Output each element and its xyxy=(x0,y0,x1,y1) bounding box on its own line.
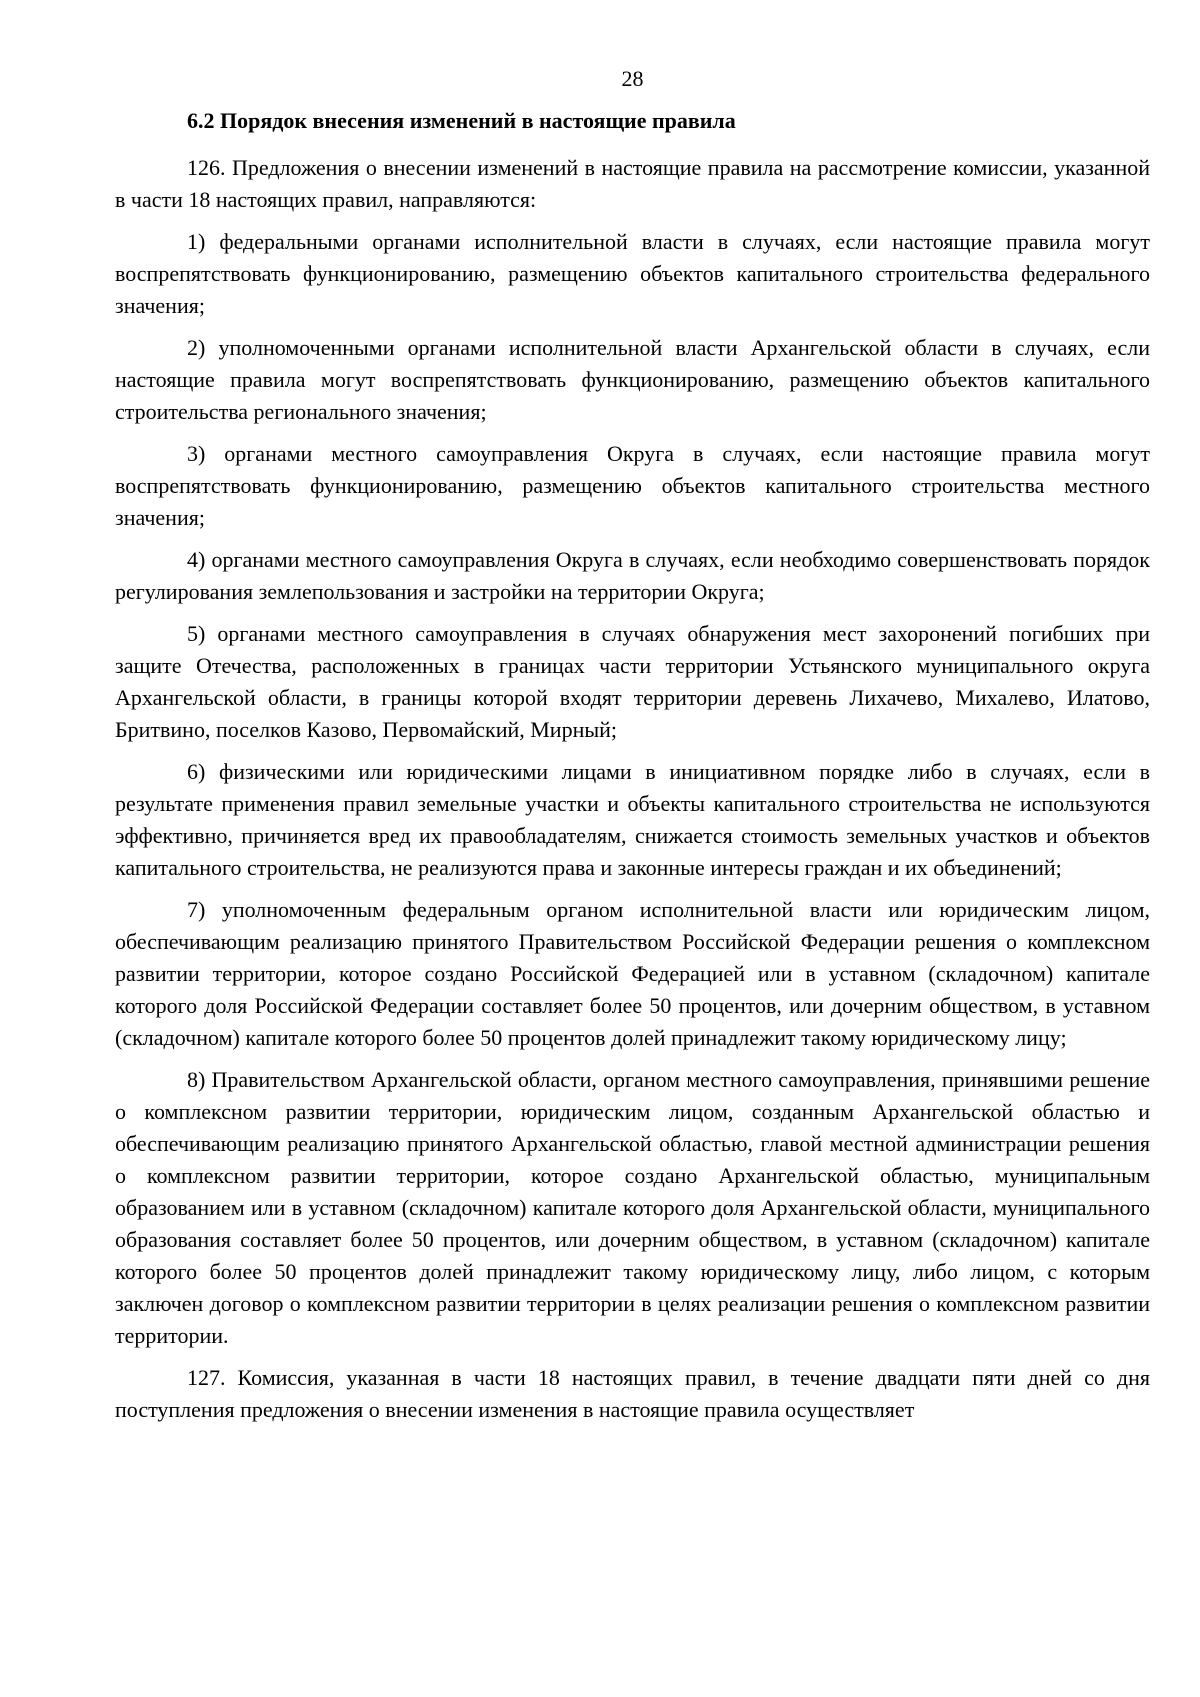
list-item-6: 6) физическими или юридическими лицами в инициативном порядке либо в случаях, если в результате применения правил земельные участки и объекты капитального строительства не используются эффективно, причиняется вред их правообладателям, снижается стоимость земельных участков и объектов капитального строительства, не реализуются права и законные интересы граждан и их объединений; xyxy=(115,759,1150,880)
page-number: 28 xyxy=(621,66,644,91)
paragraph-126: 126. Предложения о внесении изменений в настоящие правила на рассмотрение комиссии, указанной в части 18 настоящих правил, направляются: xyxy=(115,155,1150,212)
section-heading: 6.2 Порядок внесения изменений в настоящие правила xyxy=(187,108,736,133)
list-item-8: 8) Правительством Архангельской области, органом местного самоуправления, принявшими решение о комплексном развитии территории, юридическим лицом, созданным Архангельской областью и обеспечивающим реализацию принятого Архангельской областью, главой местной администрации решения о комплексном развитии территории, которое создано Архангельской областью, муниципальным образованием или в уставном (складочном) капитале которого доля Архангельской области, муниципального образования составляет более 50 процентов, или дочерним обществом, в уставном (складочном) капитале которого более 50 процентов долей принадлежит такому юридическому лицу, либо лицом, с которым заключен договор о комплексном развитии территории в целях реализации решения о комплексном развитии территории. xyxy=(115,1067,1150,1348)
list-item-7: 7) уполномоченным федеральным органом исполнительной власти или юридическим лицом, обеспечивающим реализацию принятого Правительством Российской Федерации решения о комплексном развитии территории, которое создано Российской Федерацией или в уставном (складочном) капитале которого доля Российской Федерации составляет более 50 процентов, или дочерним обществом, в уставном (складочном) капитале которого более 50 процентов долей принадлежит такому юридическому лицу; xyxy=(115,897,1150,1050)
list-item-4: 4) органами местного самоуправления Округа в случаях, если необходимо совершенствовать порядок регулирования землепользования и застройки на территории Округа; xyxy=(115,547,1150,604)
list-item-5: 5) органами местного самоуправления в случаях обнаружения мест захоронений погибших при защите Отечества, расположенных в границах части территории Устьянского муниципального округа Архангельской области, в границы которой входят территории деревень Лихачево, Михалево, Илатово, Бритвино, поселков Казово, Первомайский, Мирный; xyxy=(115,621,1150,742)
paragraph-127: 127. Комиссия, указанная в части 18 настоящих правил, в течение двадцати пяти дней со дня поступления предложения о внесении изменения в настоящие правила осуществляет xyxy=(115,1365,1150,1422)
document-page xyxy=(115,64,1150,1436)
list-item-2: 2) уполномоченными органами исполнительной власти Архангельской области в случаях, если настоящие правила могут воспрепятствовать функционированию, размещению объектов капитального строительства регионального значения; xyxy=(115,335,1150,424)
list-item-3: 3) органами местного самоуправления Округа в случаях, если настоящие правила могут воспрепятствовать функционированию, размещению объектов капитального строительства местного значения; xyxy=(115,441,1150,530)
list-item-1: 1) федеральными органами исполнительной власти в случаях, если настоящие правила могут воспрепятствовать функционированию, размещению объектов капитального строительства федерального значения; xyxy=(115,229,1150,318)
